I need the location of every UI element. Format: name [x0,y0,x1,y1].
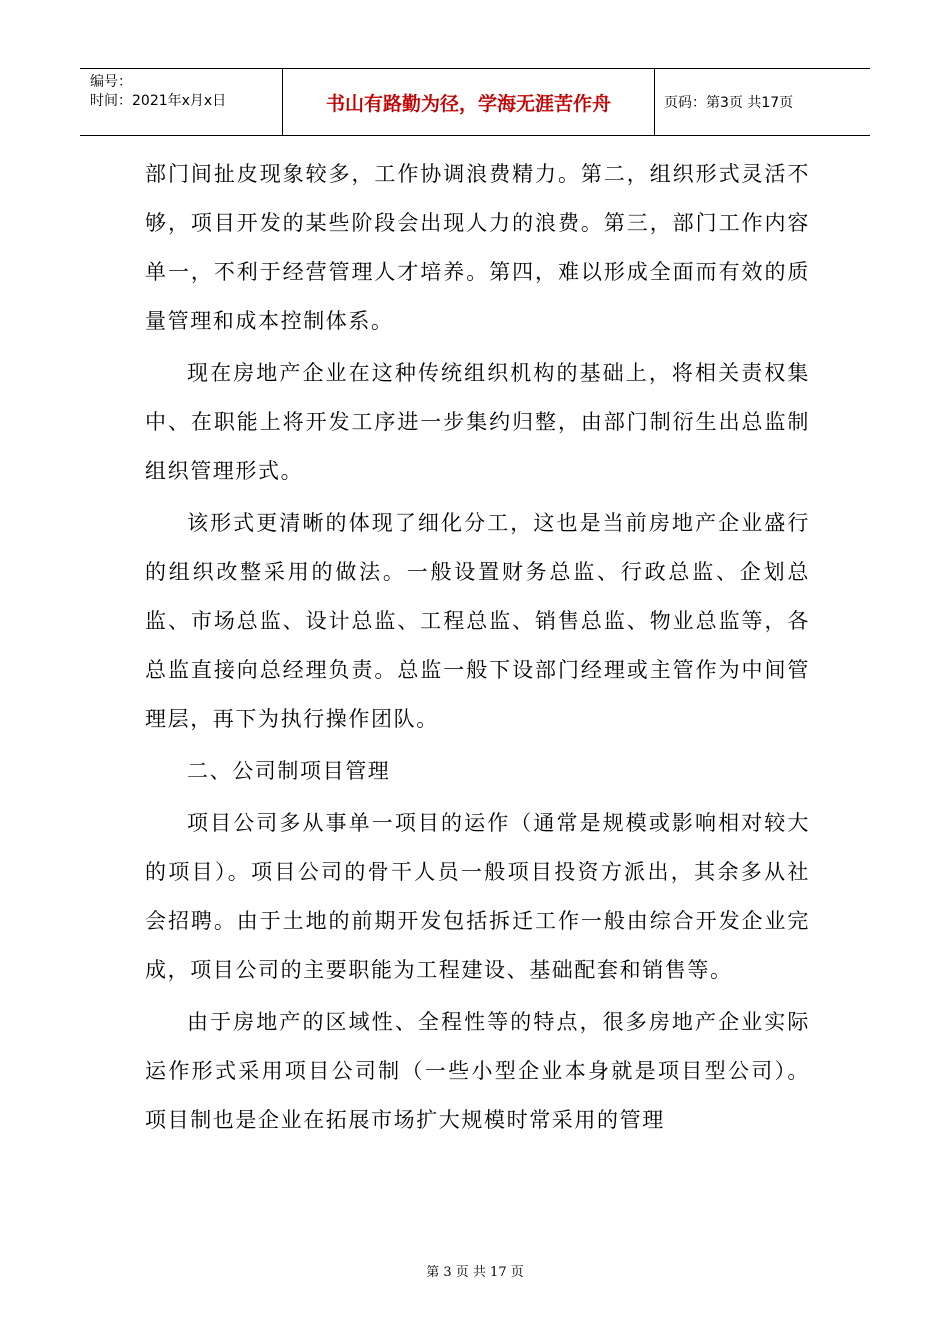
paragraph: 项目公司多从事单一项目的运作（通常是规模或影响相对较大的项目）。项目公司的骨干人员一般项目投资方派出，其余多从社会招聘。由于土地的前期开发包括拆迁工作一般由综合开发企业完成，项目公司的主要职能为工程建设、基础配套和销售等。 [145,811,810,982]
header-meta [80,69,282,135]
page-footer: 第 3 页 共 17 页 [426,1265,524,1280]
section-heading: 二、公司制项目管理 [187,759,391,783]
page-header [80,68,870,136]
paragraph: 该形式更清晰的体现了细化分工，这也是当前房地产企业盛行的组织改整采用的做法。一般设置财务总监、行政总监、企划总监、市场总监、设计总监、工程总监、销售总监、物业总监等，各总监直接向总经理负责。总监一般下设部门经理或主管作为中间管理层，再下为执行操作团队。 [145,511,810,731]
header-motto: 书山有路勤为径，学海无涯苦作舟 [282,69,655,135]
document-number-label: 编号： [90,74,132,90]
header-page-number: 页码：第3页 共17页 [664,95,794,111]
document-time-label: 时间：2021年x月x日 [90,93,227,109]
document-body [145,150,810,1148]
paragraph: 部门间扯皮现象较多，工作协调浪费精力。第二，组织形式灵活不够，项目开发的某些阶段会出现人力的浪费。第三，部门工作内容单一，不利于经营管理人才培养。第四，难以形成全面而有效的质量管理和成本控制体系。 [145,162,810,333]
paragraph: 由于房地产的区域性、全程性等的特点，很多房地产企业实际运作形式采用项目公司制（一些小型企业本身就是项目型公司）。项目制也是企业在拓展市场扩大规模时常采用的管理 [145,1010,810,1132]
paragraph: 现在房地产企业在这种传统组织机构的基础上，将相关责权集中、在职能上将开发工序进一步集约归整，由部门制衍生出总监制组织管理形式。 [145,361,810,483]
